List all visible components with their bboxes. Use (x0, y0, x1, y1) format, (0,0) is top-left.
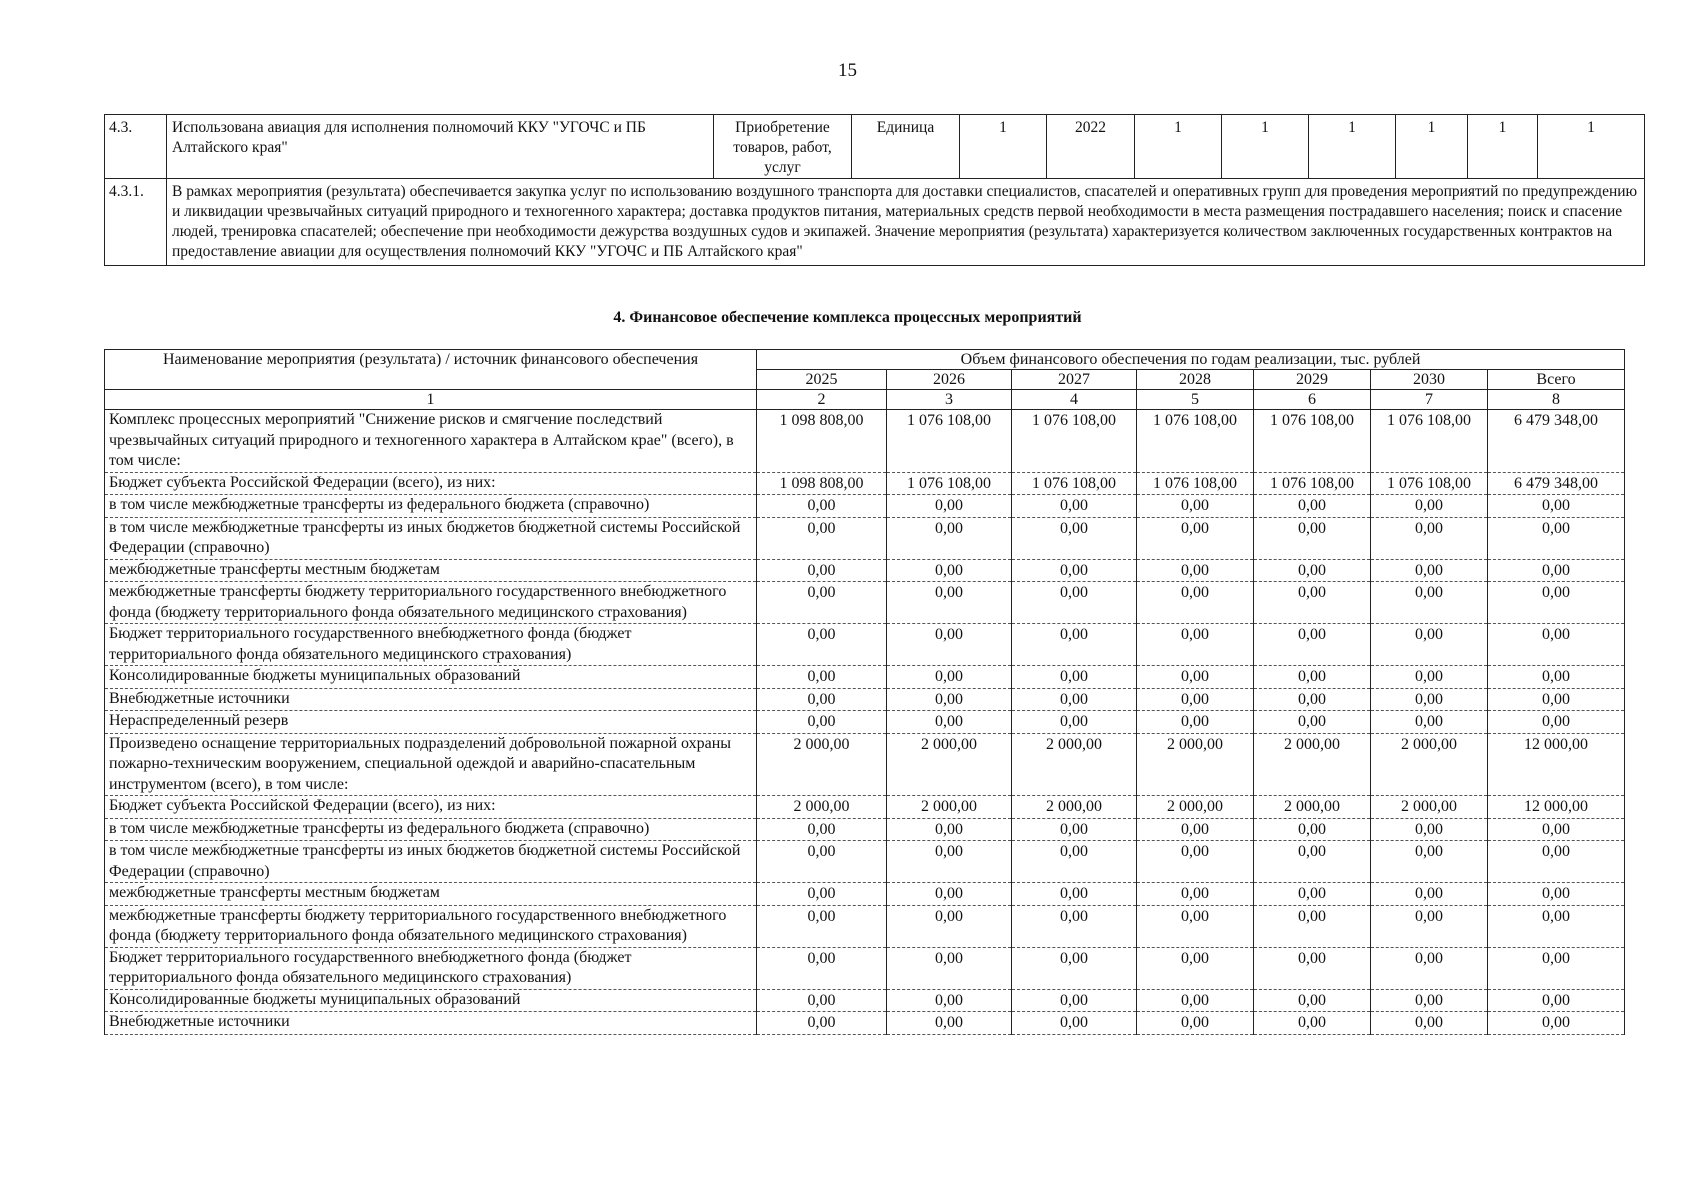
row-value: 2 000,00 (1254, 796, 1371, 819)
row-value: 0,00 (757, 841, 887, 883)
table-row (105, 818, 1625, 841)
row-value: 0,00 (757, 624, 887, 666)
table-row (105, 883, 1625, 906)
row-value: 0,00 (1012, 559, 1137, 582)
row-label: в том числе межбюджетные трансферты из федерального бюджета (справочно) (105, 818, 757, 841)
result-name: Использована авиация для исполнения полномочий ККУ "УГОЧС и ПБ Алтайского края" (167, 115, 714, 179)
column-number: 3 (887, 390, 1012, 410)
row-value: 0,00 (757, 517, 887, 559)
row-value: 0,00 (1137, 989, 1254, 1012)
result-value: 1 (1309, 115, 1396, 179)
row-value: 0,00 (1371, 989, 1488, 1012)
row-total: 0,00 (1488, 582, 1625, 624)
row-value: 0,00 (887, 517, 1012, 559)
table-row (105, 666, 1625, 689)
row-value: 1 076 108,00 (1254, 472, 1371, 495)
row-value: 0,00 (1137, 582, 1254, 624)
row-value: 0,00 (887, 582, 1012, 624)
row-total: 0,00 (1488, 1012, 1625, 1035)
row-label: Бюджет территориального государственного внебюджетного фонда (бюджет территориального фонда обязательного медицинского страхования) (105, 947, 757, 989)
table-row (105, 733, 1625, 796)
subrow-number: 4.3.1. (105, 179, 167, 266)
row-label: межбюджетные трансферты бюджету территориального государственного внебюджетного фонда (бюджету территориального фонда обязательного медицинского страхования) (105, 582, 757, 624)
row-label: в том числе межбюджетные трансферты из иных бюджетов бюджетной системы Российской Федерации (справочно) (105, 517, 757, 559)
row-value: 0,00 (1254, 582, 1371, 624)
row-value: 0,00 (1012, 947, 1137, 989)
row-value: 0,00 (1137, 1012, 1254, 1035)
row-label: Бюджет субъекта Российской Федерации (всего), из них: (105, 796, 757, 819)
row-label: Бюджет территориального государственного внебюджетного фонда (бюджет территориального фонда обязательного медицинского страхования) (105, 624, 757, 666)
row-value: 2 000,00 (1254, 733, 1371, 796)
row-value: 0,00 (1137, 905, 1254, 947)
total-header: Всего (1488, 370, 1625, 390)
row-value: 0,00 (1012, 582, 1137, 624)
row-value: 1 076 108,00 (1371, 472, 1488, 495)
financing-table (104, 349, 1625, 1035)
row-value: 0,00 (757, 688, 887, 711)
row-total: 0,00 (1488, 841, 1625, 883)
result-unit: Единица (852, 115, 960, 179)
row-total: 0,00 (1488, 989, 1625, 1012)
table-row (105, 624, 1625, 666)
row-value: 1 076 108,00 (1371, 410, 1488, 473)
row-value: 0,00 (757, 559, 887, 582)
row-value: 0,00 (1254, 947, 1371, 989)
row-label: Консолидированные бюджеты муниципальных образований (105, 989, 757, 1012)
row-value: 0,00 (887, 883, 1012, 906)
row-value: 0,00 (887, 947, 1012, 989)
row-value: 0,00 (1012, 517, 1137, 559)
row-value: 0,00 (1137, 688, 1254, 711)
row-value: 0,00 (1254, 624, 1371, 666)
row-value: 0,00 (1012, 711, 1137, 734)
row-value: 0,00 (887, 666, 1012, 689)
row-value: 0,00 (1371, 666, 1488, 689)
column-numbers-row (105, 390, 1625, 410)
year-header: 2029 (1254, 370, 1371, 390)
row-value: 0,00 (887, 711, 1012, 734)
table-row (105, 947, 1625, 989)
row-value: 0,00 (1371, 688, 1488, 711)
row-value: 0,00 (1012, 624, 1137, 666)
row-value: 0,00 (1137, 666, 1254, 689)
row-value: 0,00 (1371, 905, 1488, 947)
row-value: 0,00 (887, 559, 1012, 582)
row-total: 12 000,00 (1488, 796, 1625, 819)
result-subrow (105, 179, 1645, 266)
year-header: 2027 (1012, 370, 1137, 390)
table-row (105, 517, 1625, 559)
row-label: Консолидированные бюджеты муниципальных образований (105, 666, 757, 689)
row-value: 0,00 (1371, 711, 1488, 734)
row-label: Внебюджетные источники (105, 1012, 757, 1035)
row-value: 0,00 (1371, 818, 1488, 841)
row-value: 0,00 (1254, 495, 1371, 518)
result-value: 1 (1135, 115, 1222, 179)
table-row (105, 472, 1625, 495)
row-value: 0,00 (757, 666, 887, 689)
row-value: 0,00 (887, 841, 1012, 883)
row-value: 0,00 (1137, 841, 1254, 883)
row-value: 0,00 (1254, 711, 1371, 734)
row-value: 1 076 108,00 (887, 410, 1012, 473)
year-header: 2026 (887, 370, 1012, 390)
year-header: 2030 (1371, 370, 1488, 390)
row-value: 0,00 (1012, 666, 1137, 689)
row-value: 0,00 (887, 989, 1012, 1012)
row-value: 0,00 (1254, 517, 1371, 559)
row-label: Нераспределенный резерв (105, 711, 757, 734)
subrow-description: В рамках мероприятия (результата) обеспечивается закупка услуг по использованию воздушного транспорта для доставки специалистов, спасателей и оперативных групп для проведения мероприятий по предупреждению и ликвидации чрезвычайных ситуаций природного и техногенного характера; доставка продуктов питания, материальных средств первой необходимости в места размещения пострадавшего населения; поиск и спасение людей, тренировка спасателей; обеспечение при необходимости дежурства воздушных судов и экипажей. Значение мероприятия (результата) характеризуется количеством заключенных государственных контрактов на предоставление авиации для осуществления полномочий ККУ "УГОЧС и ПБ Алтайского края" (167, 179, 1645, 266)
row-value: 2 000,00 (757, 796, 887, 819)
row-value: 1 076 108,00 (1137, 472, 1254, 495)
row-value: 1 076 108,00 (1137, 410, 1254, 473)
row-label: Бюджет субъекта Российской Федерации (всего), из них: (105, 472, 757, 495)
row-value: 1 076 108,00 (1012, 472, 1137, 495)
row-value: 0,00 (887, 688, 1012, 711)
row-label: в том числе межбюджетные трансферты из федерального бюджета (справочно) (105, 495, 757, 518)
row-total: 0,00 (1488, 818, 1625, 841)
row-value: 0,00 (1371, 559, 1488, 582)
table-row (105, 841, 1625, 883)
row-total: 0,00 (1488, 711, 1625, 734)
row-value: 2 000,00 (1012, 796, 1137, 819)
table-row (105, 796, 1625, 819)
table-row (105, 410, 1625, 473)
row-value: 0,00 (1137, 559, 1254, 582)
row-value: 0,00 (757, 989, 887, 1012)
row-value: 2 000,00 (757, 733, 887, 796)
column-number: 5 (1137, 390, 1254, 410)
table-row (105, 989, 1625, 1012)
result-value: 1 (1468, 115, 1538, 179)
row-value: 1 076 108,00 (1012, 410, 1137, 473)
row-value: 0,00 (1371, 1012, 1488, 1035)
name-column-header: Наименование мероприятия (результата) / источник финансового обеспечения (105, 350, 757, 390)
row-value: 2 000,00 (1371, 796, 1488, 819)
row-total: 0,00 (1488, 495, 1625, 518)
volume-group-header: Объем финансового обеспечения по годам реализации, тыс. рублей (757, 350, 1625, 370)
table-row (105, 1012, 1625, 1035)
row-value: 2 000,00 (1137, 796, 1254, 819)
row-total: 0,00 (1488, 517, 1625, 559)
row-value: 0,00 (1371, 582, 1488, 624)
row-value: 0,00 (1137, 624, 1254, 666)
row-value: 0,00 (1371, 841, 1488, 883)
row-value: 1 076 108,00 (1254, 410, 1371, 473)
table-row (105, 582, 1625, 624)
row-value: 1 098 808,00 (757, 472, 887, 495)
row-value: 0,00 (1137, 517, 1254, 559)
row-value: 0,00 (1137, 883, 1254, 906)
row-label: Внебюджетные источники (105, 688, 757, 711)
row-value: 0,00 (1012, 495, 1137, 518)
row-label: межбюджетные трансферты бюджету территориального государственного внебюджетного фонда (бюджету территориального фонда обязательного медицинского страхования) (105, 905, 757, 947)
row-value: 0,00 (757, 1012, 887, 1035)
row-value: 0,00 (1254, 989, 1371, 1012)
page-number: 15 (838, 60, 857, 81)
row-value: 0,00 (1137, 495, 1254, 518)
table-row (105, 559, 1625, 582)
row-value: 0,00 (887, 624, 1012, 666)
row-total: 0,00 (1488, 883, 1625, 906)
row-value: 0,00 (757, 883, 887, 906)
row-value: 0,00 (1012, 841, 1137, 883)
row-value: 0,00 (1371, 517, 1488, 559)
result-value: 1 (1396, 115, 1468, 179)
row-value: 0,00 (1371, 495, 1488, 518)
table-row (105, 688, 1625, 711)
row-value: 0,00 (1137, 947, 1254, 989)
row-value: 2 000,00 (887, 733, 1012, 796)
row-total: 0,00 (1488, 688, 1625, 711)
row-label: Произведено оснащение территориальных подразделений добровольной пожарной охраны пожарно-техническим вооружением, специальной одеждой и аварийно-спасательным инструментом (всего), в том числе: (105, 733, 757, 796)
row-total: 12 000,00 (1488, 733, 1625, 796)
result-type: Приобретение товаров, работ, услуг (714, 115, 852, 179)
results-table (104, 114, 1645, 266)
table-row (105, 905, 1625, 947)
header-row (105, 350, 1625, 370)
row-value: 0,00 (1254, 818, 1371, 841)
year-header: 2025 (757, 370, 887, 390)
row-value: 0,00 (1371, 883, 1488, 906)
row-value: 0,00 (1371, 947, 1488, 989)
row-value: 0,00 (757, 582, 887, 624)
row-value: 2 000,00 (1012, 733, 1137, 796)
row-total: 0,00 (1488, 624, 1625, 666)
row-label: в том числе межбюджетные трансферты из иных бюджетов бюджетной системы Российской Федерации (справочно) (105, 841, 757, 883)
section-title: 4. Финансовое обеспечение комплекса процессных мероприятий (613, 309, 1082, 326)
table-row (105, 495, 1625, 518)
row-total: 0,00 (1488, 905, 1625, 947)
row-value: 0,00 (1254, 1012, 1371, 1035)
row-value: 0,00 (1254, 905, 1371, 947)
row-value: 0,00 (1137, 818, 1254, 841)
column-number: 1 (105, 390, 757, 410)
row-value: 0,00 (1137, 711, 1254, 734)
row-total: 0,00 (1488, 666, 1625, 689)
row-value: 2 000,00 (887, 796, 1012, 819)
row-total: 6 479 348,00 (1488, 410, 1625, 473)
row-value: 0,00 (1254, 841, 1371, 883)
row-value: 1 098 808,00 (757, 410, 887, 473)
result-value: 1 (1222, 115, 1309, 179)
column-number: 7 (1371, 390, 1488, 410)
row-value: 0,00 (757, 818, 887, 841)
row-label: Комплекс процессных мероприятий "Снижение рисков и смягчение последствий чрезвычайных ситуаций природного и техногенного характера в Алтайском крае" (всего), в том числе: (105, 410, 757, 473)
row-value: 0,00 (1012, 688, 1137, 711)
row-value: 0,00 (1012, 905, 1137, 947)
column-number: 8 (1488, 390, 1625, 410)
row-value: 0,00 (887, 1012, 1012, 1035)
row-label: межбюджетные трансферты местным бюджетам (105, 559, 757, 582)
column-number: 6 (1254, 390, 1371, 410)
row-value: 0,00 (887, 905, 1012, 947)
result-base-value: 1 (960, 115, 1047, 179)
row-value: 0,00 (757, 711, 887, 734)
row-value: 0,00 (1254, 883, 1371, 906)
row-total: 6 479 348,00 (1488, 472, 1625, 495)
row-value: 2 000,00 (1137, 733, 1254, 796)
row-value: 0,00 (1012, 818, 1137, 841)
result-row (105, 115, 1645, 179)
row-total: 0,00 (1488, 947, 1625, 989)
row-total: 0,00 (1488, 559, 1625, 582)
table-row (105, 711, 1625, 734)
column-number: 4 (1012, 390, 1137, 410)
row-value: 0,00 (1012, 989, 1137, 1012)
column-number: 2 (757, 390, 887, 410)
result-base-year: 2022 (1047, 115, 1135, 179)
row-value: 0,00 (1254, 559, 1371, 582)
row-value: 0,00 (757, 905, 887, 947)
row-value: 1 076 108,00 (887, 472, 1012, 495)
row-value: 2 000,00 (1371, 733, 1488, 796)
row-value: 0,00 (887, 818, 1012, 841)
row-value: 0,00 (1012, 883, 1137, 906)
row-label: межбюджетные трансферты местным бюджетам (105, 883, 757, 906)
row-value: 0,00 (757, 495, 887, 518)
year-header: 2028 (1137, 370, 1254, 390)
row-value: 0,00 (757, 947, 887, 989)
result-number: 4.3. (105, 115, 167, 179)
result-value: 1 (1538, 115, 1645, 179)
row-value: 0,00 (1254, 688, 1371, 711)
row-value: 0,00 (1254, 666, 1371, 689)
row-value: 0,00 (1371, 624, 1488, 666)
row-value: 0,00 (1012, 1012, 1137, 1035)
row-value: 0,00 (887, 495, 1012, 518)
